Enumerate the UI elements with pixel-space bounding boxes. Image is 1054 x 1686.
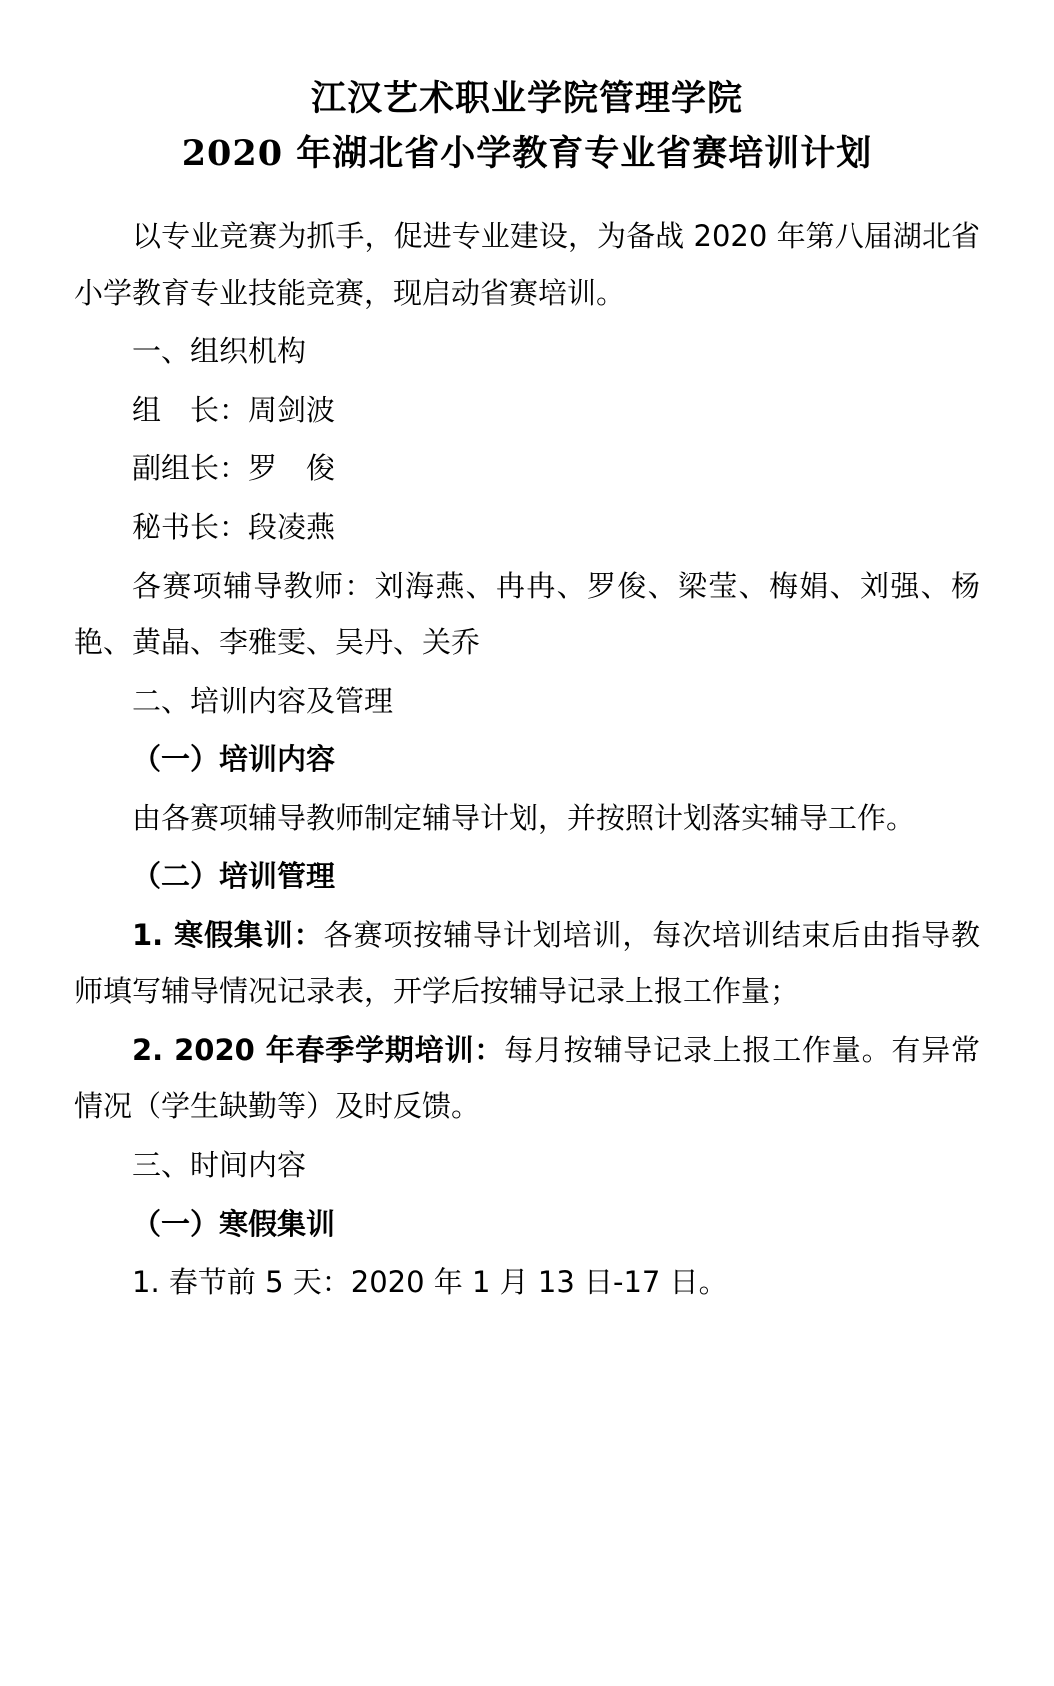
- document-title-block: [74, 72, 980, 182]
- training-item-1-label: 1. 寒假集训：: [132, 917, 324, 952]
- subsection-2-1-body: 由各赛项辅导教师制定辅导计划，并按照计划落实辅导工作。: [132, 800, 916, 835]
- group-leader-line: 组 长：周剑波: [132, 392, 336, 427]
- instructors-line: 各赛项辅导教师：刘海燕、冉冉、罗俊、梁莹、梅娟、刘强、杨艳、黄晶、李雅雯、吴丹、关乔: [74, 568, 980, 660]
- section-1-heading: 一、组织机构: [132, 334, 307, 369]
- training-item-2-label: 2. 2020 年春季学期培训：: [132, 1032, 505, 1067]
- training-item-1: [74, 907, 980, 1020]
- deputy-leader-line: 副组长：罗 俊: [132, 451, 336, 486]
- subsection-2-1-heading: （一）培训内容: [132, 742, 336, 777]
- subsection-3-1-heading: （一）寒假集训: [132, 1206, 336, 1241]
- section-2-heading: 二、培训内容及管理: [132, 683, 394, 718]
- schedule-item-1: 1. 春节前 5 天：2020 年 1 月 13 日-17 日。: [132, 1265, 728, 1300]
- section-3-heading: 三、时间内容: [132, 1148, 307, 1182]
- training-item-1-body: 各赛项按辅导计划培训，每次培训结束后由指导教师填写辅导情况记录表，开学后按辅导记录上报工作量；: [74, 917, 980, 1009]
- intro-paragraph: 以专业竞赛为抓手，促进专业建设，为备战 2020 年第八届湖北省小学教育专业技能竞赛，现启动省赛培训。: [74, 219, 980, 310]
- secretary-line: 秘书长：段凌燕: [132, 509, 336, 544]
- document-title-line-2: 2020 年湖北省小学教育专业省赛培训计划: [181, 133, 873, 175]
- subsection-2-2-heading: （二）培训管理: [132, 859, 336, 894]
- document-title-line-1: 江汉艺术职业学院管理学院: [310, 78, 743, 119]
- training-item-2: [74, 1022, 980, 1135]
- training-item-2-body: 每月按辅导记录上报工作量。有异常情况（学生缺勤等）及时反馈。: [74, 1032, 980, 1124]
